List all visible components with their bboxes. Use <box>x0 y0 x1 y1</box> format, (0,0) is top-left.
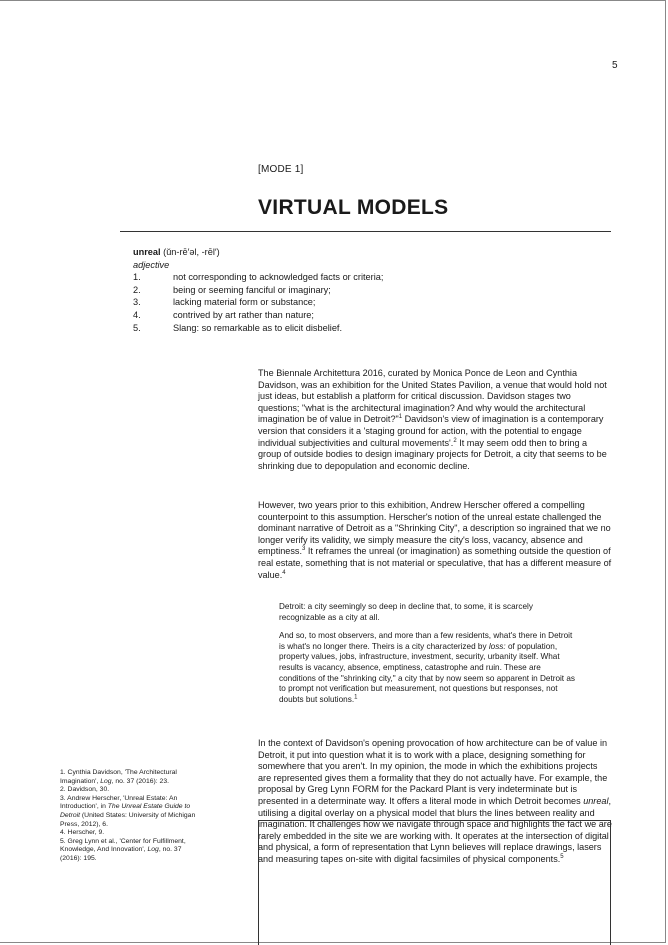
sense-text: being or seeming fanciful or imaginary; <box>173 284 331 295</box>
paragraph-text <box>258 368 612 472</box>
paragraph-text <box>258 500 612 581</box>
footnote-4: 4. Herscher, 9. <box>60 829 105 837</box>
definition-sense <box>133 271 453 284</box>
body-paragraph-3 <box>258 738 612 866</box>
text-run: 1. Cynthia Davidson, 'The Architectural Imagination', <box>60 769 177 785</box>
text-run: It may seem odd then to bring a group of outside bodies to design imaginary projects for Detroit, a city that seems to be shrinking due to depopulation and economic decline. <box>258 437 607 471</box>
text-run: of population, property values, jobs, infrastructure, investment, security, urbanity itself. What results is vacancy, absence, emptiness, catastrophe and ruin. These are conditions of the "shrinking city," a city that by now seem so apparent in Detroit as to prompt not verification but measurement, not questions but responses, not doubts but solutions. <box>279 641 576 704</box>
text-run: The Biennale Architettura 2016, curated by Monica Ponce de Leon and Cynthia Davidson, was an exhibition for the United States Pavilion, a venue that would hold not just ideas, but establish a platform for critical discussion. Davidson stages two questions; "what is the architectural imagination? And why would the architectural imagination be of value in Detroit?" <box>258 368 607 425</box>
page-title: VIRTUAL MODELS <box>258 196 449 219</box>
sense-number: 3. <box>133 297 141 308</box>
text-run: , utilising a digital overlay on a physical model that blurs the lines between reality and imagination. It challenges how we navigate through space and highlights the fact we are rarely embedded in the site we are working with. It operates at the intersection of digital and physical, a form of representation that Lynn believes will replace drawings, lasers and measuring tapes on-site with digital facsimiles of physical components. <box>258 795 612 864</box>
sense-number: 5. <box>133 322 141 333</box>
text-run: It reframes the unreal (or imagination) as something outside the question of real estate, something that is not material or speculative, that has a different measure of value. <box>258 546 612 580</box>
mode-tag: [MODE 1] <box>258 164 304 175</box>
text-run: (United States: University of Michigan Press, 2012), 6. <box>60 811 196 828</box>
definition-part-of-speech: adjective <box>133 259 170 270</box>
footnote-ref: 1 <box>354 694 358 701</box>
definition-sense <box>133 309 453 322</box>
block-quote <box>279 602 579 713</box>
definition-senses <box>133 271 453 334</box>
definition-pronunciation: (ŭn-rē′əl, -rēl′) <box>160 247 220 257</box>
text-run: However, two years prior to this exhibition, Andrew Herscher offered a compelling counterpoint to this assumption. Herscher's notion of the unreal estate challenged the dominant narrative of Detroit as a "Shrinking City", a description so ingrained that we no longer verify its validity, we simply measure the city's loss, vacancy, absence and emptiness. <box>258 500 611 557</box>
definition-sense <box>133 296 453 309</box>
footnote-ref: 4 <box>282 569 286 576</box>
definition-sense <box>133 322 453 335</box>
quote-paragraph-2 <box>279 631 579 705</box>
page-number: 5 <box>612 60 618 71</box>
sense-text: not corresponding to acknowledged facts or criteria; <box>173 272 384 283</box>
sense-text: lacking material form or substance; <box>173 297 316 308</box>
body-paragraph-2 <box>258 500 612 581</box>
footnotes <box>60 769 200 864</box>
footnote-ref: 2 <box>453 437 457 444</box>
text-run: , no. 37 (2016): 23. <box>111 777 169 785</box>
definition-headword <box>133 246 453 259</box>
text-run: Davidson's view of imagination is a contemporary version that considers it a 'staging ground for action, with the potential to engage individual subjectivities and cultural movements'. <box>258 414 604 448</box>
sense-text: contrived by art rather than nature; <box>173 309 314 320</box>
footnote-2: 2. Davidson, 30. <box>60 786 110 794</box>
body-paragraph-1 <box>258 368 612 472</box>
text-run: 3. Andrew Herscher, 'Unreal Estate: An Introduction', in <box>60 794 178 811</box>
definition-word: unreal <box>133 247 161 257</box>
footnote-1 <box>60 769 200 786</box>
text-run: And so, to most observers, and more than a few residents, what's there in Detroit is what's no longer there. Theirs is a city characterized by <box>279 631 573 651</box>
emphasis: loss: <box>488 641 506 651</box>
title-divider <box>120 231 611 232</box>
emphasis: Log <box>100 777 112 785</box>
footnote-ref: 3 <box>301 546 306 553</box>
footnote-3 <box>60 795 200 829</box>
sense-number: 4. <box>133 309 141 320</box>
text-run: 5. Greg Lynn et al., 'Center for Fulfillment, Knowledge, And Innovation', <box>60 837 186 854</box>
definition-sense <box>133 284 453 297</box>
sense-number: 2. <box>133 284 141 295</box>
text-run: In the context of Davidson's opening provocation of how architecture can be of value in Detroit, it put into question what it is to work with a place, designing something for somewhere that you aren't. In my opinion, the mode in which the exhibitions projects are represented gives them a formality that they do not actually have. For example, the proposal by Greg Lynn FORM for the Packard Plant is very indeterminate but is presented in a determinate way. It offers a literal mode in which Detroit becomes <box>258 738 608 806</box>
paragraph-text <box>258 738 612 866</box>
emphasis: The Unreal Estate Guide to Detroit <box>60 803 191 819</box>
sense-text: Slang: so remarkable as to elicit disbelief. <box>173 322 343 333</box>
footnote-5 <box>60 838 200 864</box>
sense-number: 1. <box>133 272 141 283</box>
footnote-ref: 1 <box>398 414 403 421</box>
emphasis: Log <box>147 846 159 854</box>
text-run: , no. 37 (2016): 195. <box>60 846 182 862</box>
footnote-ref: 5 <box>560 853 564 860</box>
dictionary-definition <box>133 246 453 334</box>
quote-paragraph-1: Detroit: a city seemingly so deep in decline that, to some, it is scarcely recognizable as a city at all. <box>279 602 533 622</box>
emphasis: unreal <box>583 795 609 806</box>
